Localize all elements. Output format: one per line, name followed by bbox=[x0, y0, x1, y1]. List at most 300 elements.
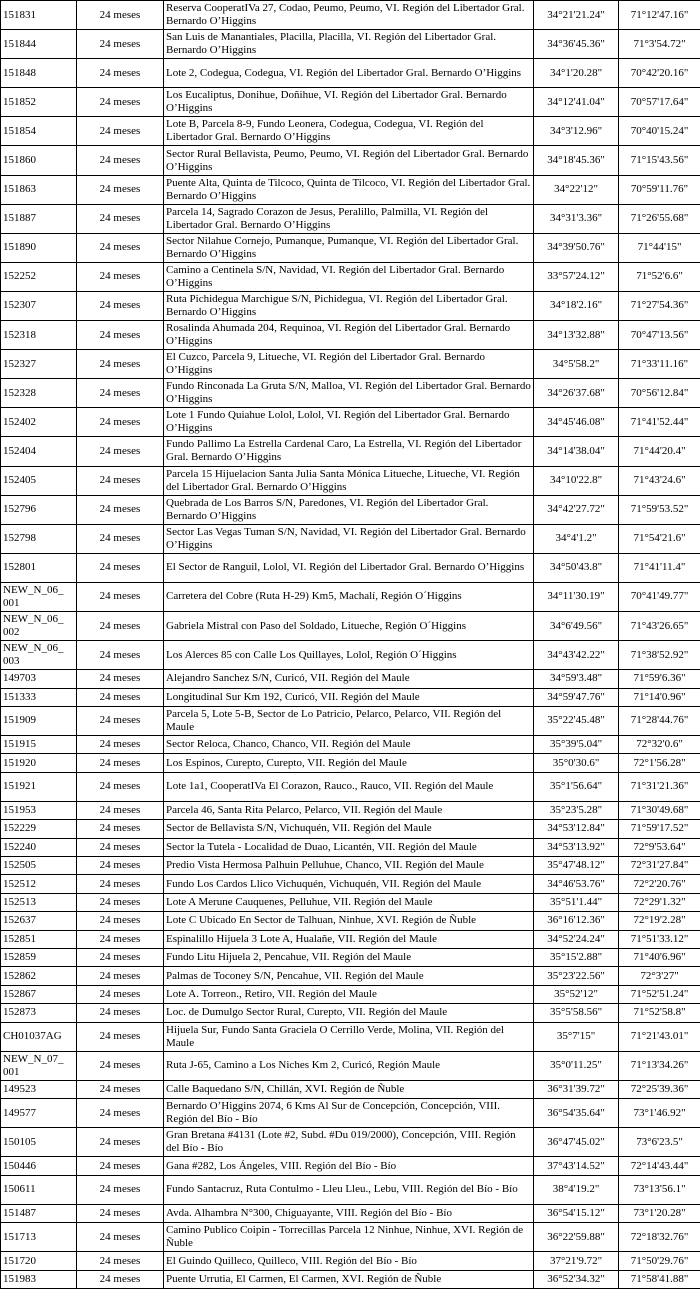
address-cell: Puente Urrutia, El Carmen, El Carmen, XVI. Región de Ñuble bbox=[164, 1270, 534, 1288]
latitude-cell: 34°21'21.24" bbox=[534, 1, 619, 30]
table-row bbox=[1, 967, 700, 985]
table-row bbox=[1, 59, 700, 88]
site-id-cell: NEW_N_06_ 003 bbox=[1, 641, 77, 670]
latitude-cell: 35°0'30.6" bbox=[534, 754, 619, 772]
longitude-cell: 70°57'17.64" bbox=[619, 88, 700, 117]
site-id-cell: 152229 bbox=[1, 820, 77, 838]
duration-cell: 24 meses bbox=[77, 1, 164, 30]
table-row bbox=[1, 408, 700, 437]
duration-cell: 24 meses bbox=[77, 233, 164, 262]
address-cell: Camino Publico Coipin - Torrecillas Parcela 12 Ninhue, Ninhue, XVI. Región de Ñuble bbox=[164, 1223, 534, 1252]
table-row bbox=[1, 146, 700, 175]
address-cell: Fundo Santacruz, Ruta Contulmo - Lleu Lleu., Lebu, VIII. Región del Bío - Bío bbox=[164, 1175, 534, 1204]
latitude-cell: 34°36'45.36" bbox=[534, 30, 619, 59]
duration-cell: 24 meses bbox=[77, 670, 164, 688]
site-id-cell: 151860 bbox=[1, 146, 77, 175]
site-id-cell: 152328 bbox=[1, 379, 77, 408]
table-row bbox=[1, 985, 700, 1003]
longitude-cell: 71°52'6.6" bbox=[619, 262, 700, 291]
longitude-cell: 71°43'26.65" bbox=[619, 611, 700, 640]
address-cell: Carretera del Cobre (Ruta H-29) Km5, Machalí, Región O´Higgins bbox=[164, 582, 534, 611]
latitude-cell: 34°59'3.48" bbox=[534, 670, 619, 688]
longitude-cell: 70°59'11.76" bbox=[619, 175, 700, 204]
address-cell: Ruta J-65, Camino a Los Niches Km 2, Curicó, Región Maule bbox=[164, 1051, 534, 1080]
address-cell: Gana #282, Los Ángeles, VIII. Región del Bío - Bío bbox=[164, 1157, 534, 1175]
site-id-cell: 149523 bbox=[1, 1080, 77, 1098]
duration-cell: 24 meses bbox=[77, 736, 164, 754]
duration-cell: 24 meses bbox=[77, 1223, 164, 1252]
latitude-cell: 34°13'32.88" bbox=[534, 321, 619, 350]
longitude-cell: 71°59'53.52" bbox=[619, 495, 700, 524]
address-cell: Sector Las Vegas Tuman S/N, Navidad, VI. Región del Libertador Gral. Bernardo O’Higgins bbox=[164, 524, 534, 553]
table-row bbox=[1, 30, 700, 59]
address-cell: Los Alerces 85 con Calle Los Quillayes, Lolol, Región O´Higgins bbox=[164, 641, 534, 670]
duration-cell: 24 meses bbox=[77, 117, 164, 146]
site-id-cell: 151920 bbox=[1, 754, 77, 772]
address-cell: Loc. de Dumulgo Sector Rural, Curepto, VII. Región del Maule bbox=[164, 1004, 534, 1022]
address-cell: Espinalillo Hijuela 3 Lote A, Hualañe, VII. Región del Maule bbox=[164, 930, 534, 948]
table-row bbox=[1, 1004, 700, 1022]
table-row bbox=[1, 801, 700, 819]
duration-cell: 24 meses bbox=[77, 350, 164, 379]
longitude-cell: 71°40'6.96" bbox=[619, 949, 700, 967]
longitude-cell: 72°18'32.76" bbox=[619, 1223, 700, 1252]
duration-cell: 24 meses bbox=[77, 262, 164, 291]
table-row bbox=[1, 553, 700, 582]
address-cell: Gran Bretana #4131 (Lote #2, Subd. #Du 019/2000), Concepción, VIII. Región del Bío - Bío bbox=[164, 1128, 534, 1157]
latitude-cell: 37°43'14.52" bbox=[534, 1157, 619, 1175]
duration-cell: 24 meses bbox=[77, 553, 164, 582]
longitude-cell: 71°12'47.16" bbox=[619, 1, 700, 30]
address-cell: Parcela 5, Lote 5-B, Sector de Lo Patricio, Pelarco, Pelarco, VII. Región del Maule bbox=[164, 706, 534, 735]
site-id-cell: 152867 bbox=[1, 985, 77, 1003]
duration-cell: 24 meses bbox=[77, 688, 164, 706]
latitude-cell: 36°47'45.02" bbox=[534, 1128, 619, 1157]
latitude-cell: 35°0'11.25" bbox=[534, 1051, 619, 1080]
site-id-cell: 150611 bbox=[1, 1175, 77, 1204]
duration-cell: 24 meses bbox=[77, 379, 164, 408]
longitude-cell: 71°33'11.16" bbox=[619, 350, 700, 379]
site-id-cell: 151890 bbox=[1, 233, 77, 262]
site-id-cell: 152512 bbox=[1, 875, 77, 893]
site-id-cell: 152637 bbox=[1, 912, 77, 930]
latitude-cell: 34°45'46.08" bbox=[534, 408, 619, 437]
duration-cell: 24 meses bbox=[77, 706, 164, 735]
longitude-cell: 71°41'11.4" bbox=[619, 553, 700, 582]
site-id-cell: 152859 bbox=[1, 949, 77, 967]
address-cell: Los Espinos, Curepto, Curepto, VII. Región del Maule bbox=[164, 754, 534, 772]
longitude-cell: 71°28'44.76" bbox=[619, 706, 700, 735]
site-id-cell: 151487 bbox=[1, 1204, 77, 1222]
latitude-cell: 34°26'37.68" bbox=[534, 379, 619, 408]
table-row bbox=[1, 930, 700, 948]
address-cell: Fundo Los Cardos Llico Vichuquén, Vichuquén, VII. Región del Maule bbox=[164, 875, 534, 893]
address-cell: Palmas de Toconey S/N, Pencahue, VII. Región del Maule bbox=[164, 967, 534, 985]
duration-cell: 24 meses bbox=[77, 1051, 164, 1080]
table-row bbox=[1, 1051, 700, 1080]
latitude-cell: 34°18'2.16" bbox=[534, 291, 619, 320]
duration-cell: 24 meses bbox=[77, 1204, 164, 1222]
duration-cell: 24 meses bbox=[77, 1157, 164, 1175]
latitude-cell: 34°50'43.8" bbox=[534, 553, 619, 582]
duration-cell: 24 meses bbox=[77, 524, 164, 553]
table-row bbox=[1, 820, 700, 838]
longitude-cell: 70°56'12.84" bbox=[619, 379, 700, 408]
latitude-cell: 34°4'1.2" bbox=[534, 524, 619, 553]
site-id-cell: 151854 bbox=[1, 117, 77, 146]
longitude-cell: 71°27'54.36" bbox=[619, 291, 700, 320]
duration-cell: 24 meses bbox=[77, 437, 164, 466]
longitude-cell: 71°41'52.44" bbox=[619, 408, 700, 437]
longitude-cell: 71°21'43.01" bbox=[619, 1022, 700, 1051]
site-id-cell: CH01037AG bbox=[1, 1022, 77, 1051]
table-row bbox=[1, 912, 700, 930]
duration-cell: 24 meses bbox=[77, 204, 164, 233]
address-cell: Quebrada de Los Barros S/N, Paredones, VI. Región del Libertador Gral. Bernardo O’Higgins bbox=[164, 495, 534, 524]
duration-cell: 24 meses bbox=[77, 985, 164, 1003]
site-id-cell: 151921 bbox=[1, 772, 77, 801]
latitude-cell: 35°52'12" bbox=[534, 985, 619, 1003]
site-id-cell: 150105 bbox=[1, 1128, 77, 1157]
address-cell: San Luis de Manantiales, Placilla, Placilla, VI. Región del Libertador Gral. Bernardo O’Higgins bbox=[164, 30, 534, 59]
latitude-cell: 35°23'22.56" bbox=[534, 967, 619, 985]
table-row bbox=[1, 688, 700, 706]
latitude-cell: 36°31'39.72" bbox=[534, 1080, 619, 1098]
table-row bbox=[1, 466, 700, 495]
site-id-cell: 152327 bbox=[1, 350, 77, 379]
site-id-cell: 151333 bbox=[1, 688, 77, 706]
longitude-cell: 72°14'43.44" bbox=[619, 1157, 700, 1175]
address-cell: Sector Rural Bellavista, Peumo, Peumo, VI. Región del Libertador Gral. Bernardo O’Higgins bbox=[164, 146, 534, 175]
table-row bbox=[1, 893, 700, 911]
longitude-cell: 73°6'23.5" bbox=[619, 1128, 700, 1157]
address-cell: Lote A Merune Cauquenes, Pelluhue, VII. Región del Maule bbox=[164, 893, 534, 911]
site-id-cell: 151863 bbox=[1, 175, 77, 204]
address-cell: Longitudinal Sur Km 192, Curicó, VII. Región del Maule bbox=[164, 688, 534, 706]
duration-cell: 24 meses bbox=[77, 408, 164, 437]
latitude-cell: 37°21'9.72" bbox=[534, 1252, 619, 1270]
latitude-cell: 35°5'58.56" bbox=[534, 1004, 619, 1022]
table-row bbox=[1, 1128, 700, 1157]
table-row bbox=[1, 117, 700, 146]
latitude-cell: 35°7'15" bbox=[534, 1022, 619, 1051]
site-id-cell: 151713 bbox=[1, 1223, 77, 1252]
site-id-cell: 151848 bbox=[1, 59, 77, 88]
duration-cell: 24 meses bbox=[77, 175, 164, 204]
site-id-cell: 149703 bbox=[1, 670, 77, 688]
latitude-cell: 35°47'48.12" bbox=[534, 857, 619, 875]
address-cell: Fundo Pallimo La Estrella Cardenal Caro, La Estrella, VI. Región del Libertador Gral. Bernardo O’Higgins bbox=[164, 437, 534, 466]
longitude-cell: 71°31'21.36" bbox=[619, 772, 700, 801]
longitude-cell: 72°25'39.36" bbox=[619, 1080, 700, 1098]
sites-table-body bbox=[1, 1, 700, 1289]
longitude-cell: 72°9'53.64" bbox=[619, 838, 700, 856]
address-cell: Hijuela Sur, Fundo Santa Graciela O Cerrillo Verde, Molina, VII. Región del Maule bbox=[164, 1022, 534, 1051]
site-id-cell: NEW_N_06_ 002 bbox=[1, 611, 77, 640]
site-id-cell: 152505 bbox=[1, 857, 77, 875]
address-cell: Ruta Pichidegua Marchigue S/N, Pichidegua, VI. Región del Libertador Gral. Bernardo O’Higgins bbox=[164, 291, 534, 320]
duration-cell: 24 meses bbox=[77, 875, 164, 893]
latitude-cell: 35°23'5.28" bbox=[534, 801, 619, 819]
longitude-cell: 71°3'54.72" bbox=[619, 30, 700, 59]
address-cell: Avda. Alhambra N°300, Chiguayante, VIII. Región del Bío - Bío bbox=[164, 1204, 534, 1222]
address-cell: Parcela 14, Sagrado Corazon de Jesus, Peralillo, Palmilla, VI. Región del Libertador Gral. Bernardo O’Higgins bbox=[164, 204, 534, 233]
duration-cell: 24 meses bbox=[77, 291, 164, 320]
duration-cell: 24 meses bbox=[77, 611, 164, 640]
latitude-cell: 34°3'12.96" bbox=[534, 117, 619, 146]
duration-cell: 24 meses bbox=[77, 857, 164, 875]
latitude-cell: 33°57'24.12" bbox=[534, 262, 619, 291]
table-row bbox=[1, 1, 700, 30]
longitude-cell: 71°43'24.6" bbox=[619, 466, 700, 495]
site-id-cell: 152801 bbox=[1, 553, 77, 582]
longitude-cell: 72°19'2.28" bbox=[619, 912, 700, 930]
duration-cell: 24 meses bbox=[77, 1099, 164, 1128]
table-row bbox=[1, 262, 700, 291]
address-cell: Lote 2, Codegua, Codegua, VI. Región del Libertador Gral. Bernardo O’Higgins bbox=[164, 59, 534, 88]
duration-cell: 24 meses bbox=[77, 88, 164, 117]
site-id-cell: 152318 bbox=[1, 321, 77, 350]
table-row bbox=[1, 321, 700, 350]
address-cell: Sector de Bellavista S/N, Vichuquén, VII. Región del Maule bbox=[164, 820, 534, 838]
table-row bbox=[1, 1022, 700, 1051]
site-id-cell: NEW_N_06_ 001 bbox=[1, 582, 77, 611]
longitude-cell: 71°15'43.56" bbox=[619, 146, 700, 175]
duration-cell: 24 meses bbox=[77, 930, 164, 948]
site-id-cell: 152873 bbox=[1, 1004, 77, 1022]
longitude-cell: 71°13'34.26" bbox=[619, 1051, 700, 1080]
latitude-cell: 34°14'38.04" bbox=[534, 437, 619, 466]
longitude-cell: 71°59'17.52" bbox=[619, 820, 700, 838]
table-row bbox=[1, 1204, 700, 1222]
site-id-cell: 152851 bbox=[1, 930, 77, 948]
site-id-cell: 151844 bbox=[1, 30, 77, 59]
table-row bbox=[1, 437, 700, 466]
table-row bbox=[1, 1099, 700, 1128]
site-id-cell: 151953 bbox=[1, 801, 77, 819]
table-row bbox=[1, 379, 700, 408]
duration-cell: 24 meses bbox=[77, 495, 164, 524]
table-row bbox=[1, 772, 700, 801]
address-cell: Fundo Litu Hijuela 2, Pencahue, VII. Región del Maule bbox=[164, 949, 534, 967]
site-id-cell: 151852 bbox=[1, 88, 77, 117]
latitude-cell: 36°16'12.36" bbox=[534, 912, 619, 930]
table-row bbox=[1, 838, 700, 856]
longitude-cell: 71°58'41.88" bbox=[619, 1270, 700, 1288]
table-row bbox=[1, 1157, 700, 1175]
site-id-cell: 151915 bbox=[1, 736, 77, 754]
latitude-cell: 35°39'5.04" bbox=[534, 736, 619, 754]
longitude-cell: 71°54'21.6" bbox=[619, 524, 700, 553]
longitude-cell: 71°44'15" bbox=[619, 233, 700, 262]
latitude-cell: 34°42'27.72" bbox=[534, 495, 619, 524]
table-row bbox=[1, 175, 700, 204]
latitude-cell: 34°6'49.56" bbox=[534, 611, 619, 640]
address-cell: Fundo Rinconada La Gruta S/N, Malloa, VI. Región del Libertador Gral. Bernardo O’Higgins bbox=[164, 379, 534, 408]
longitude-cell: 73°1'20.28" bbox=[619, 1204, 700, 1222]
latitude-cell: 34°52'24.24" bbox=[534, 930, 619, 948]
address-cell: El Guindo Quilleco, Quilleco, VIII. Región del Bío - Bío bbox=[164, 1252, 534, 1270]
address-cell: Gabriela Mistral con Paso del Soldado, Litueche, Región O´Higgins bbox=[164, 611, 534, 640]
latitude-cell: 35°1'56.64" bbox=[534, 772, 619, 801]
longitude-cell: 72°3'27" bbox=[619, 967, 700, 985]
longitude-cell: 72°29'1.32" bbox=[619, 893, 700, 911]
site-id-cell: 152862 bbox=[1, 967, 77, 985]
table-row bbox=[1, 949, 700, 967]
latitude-cell: 34°46'53.76" bbox=[534, 875, 619, 893]
latitude-cell: 34°12'41.04" bbox=[534, 88, 619, 117]
address-cell: El Cuzco, Parcela 9, Litueche, VI. Región del Libertador Gral. Bernardo O’Higgins bbox=[164, 350, 534, 379]
site-id-cell: 149577 bbox=[1, 1099, 77, 1128]
duration-cell: 24 meses bbox=[77, 967, 164, 985]
address-cell: Bernardo O’Higgins 2074, 6 Kms Al Sur de Concepción, Concepción, VIII. Región del Bío - Bío bbox=[164, 1099, 534, 1128]
latitude-cell: 35°15'2.88" bbox=[534, 949, 619, 967]
address-cell: Sector la Tutela - Localidad de Duao, Licantén, VII. Región del Maule bbox=[164, 838, 534, 856]
duration-cell: 24 meses bbox=[77, 1128, 164, 1157]
table-row bbox=[1, 875, 700, 893]
duration-cell: 24 meses bbox=[77, 466, 164, 495]
latitude-cell: 34°10'22.8" bbox=[534, 466, 619, 495]
address-cell: Sector Reloca, Chanco, Chanco, VII. Región del Maule bbox=[164, 736, 534, 754]
table-row bbox=[1, 350, 700, 379]
duration-cell: 24 meses bbox=[77, 1270, 164, 1288]
longitude-cell: 71°38'52.92" bbox=[619, 641, 700, 670]
duration-cell: 24 meses bbox=[77, 1080, 164, 1098]
table-row bbox=[1, 670, 700, 688]
table-row bbox=[1, 233, 700, 262]
duration-cell: 24 meses bbox=[77, 59, 164, 88]
duration-cell: 24 meses bbox=[77, 912, 164, 930]
table-row bbox=[1, 1252, 700, 1270]
latitude-cell: 34°53'13.92" bbox=[534, 838, 619, 856]
longitude-cell: 70°41'49.77" bbox=[619, 582, 700, 611]
longitude-cell: 70°40'15.24" bbox=[619, 117, 700, 146]
longitude-cell: 71°59'6.36" bbox=[619, 670, 700, 688]
longitude-cell: 73°1'46.92" bbox=[619, 1099, 700, 1128]
duration-cell: 24 meses bbox=[77, 820, 164, 838]
table-row bbox=[1, 1175, 700, 1204]
address-cell: El Sector de Ranguil, Lolol, VI. Región del Libertador Gral. Bernardo O’Higgins bbox=[164, 553, 534, 582]
duration-cell: 24 meses bbox=[77, 1022, 164, 1051]
duration-cell: 24 meses bbox=[77, 893, 164, 911]
table-row bbox=[1, 204, 700, 233]
duration-cell: 24 meses bbox=[77, 801, 164, 819]
duration-cell: 24 meses bbox=[77, 582, 164, 611]
site-id-cell: 152798 bbox=[1, 524, 77, 553]
site-id-cell: 152307 bbox=[1, 291, 77, 320]
table-row bbox=[1, 524, 700, 553]
address-cell: Predio Vista Hermosa Palhuin Pelluhue, Chanco, VII. Región del Maule bbox=[164, 857, 534, 875]
site-id-cell: 151720 bbox=[1, 1252, 77, 1270]
site-id-cell: 152513 bbox=[1, 893, 77, 911]
longitude-cell: 72°1'56.28" bbox=[619, 754, 700, 772]
site-id-cell: 152402 bbox=[1, 408, 77, 437]
longitude-cell: 72°2'20.76" bbox=[619, 875, 700, 893]
duration-cell: 24 meses bbox=[77, 838, 164, 856]
address-cell: Lote A. Torreon., Retiro, VII. Región del Maule bbox=[164, 985, 534, 1003]
address-cell: Puente Alta, Quinta de Tilcoco, Quinta de Tilcoco, VI. Región del Libertador Gral. Bernardo O’Higgins bbox=[164, 175, 534, 204]
latitude-cell: 34°53'12.84" bbox=[534, 820, 619, 838]
table-row bbox=[1, 857, 700, 875]
duration-cell: 24 meses bbox=[77, 754, 164, 772]
latitude-cell: 34°18'45.36" bbox=[534, 146, 619, 175]
table-row bbox=[1, 88, 700, 117]
table-row bbox=[1, 736, 700, 754]
site-id-cell: 152252 bbox=[1, 262, 77, 291]
address-cell: Lote 1a1, CooperatIVa El Corazon, Rauco., Rauco, VII. Región del Maule bbox=[164, 772, 534, 801]
site-id-cell: 151887 bbox=[1, 204, 77, 233]
latitude-cell: 34°1'20.28" bbox=[534, 59, 619, 88]
table-row bbox=[1, 291, 700, 320]
table-row bbox=[1, 582, 700, 611]
address-cell: Parcela 46, Santa Rita Pelarco, Pelarco, VII. Región del Maule bbox=[164, 801, 534, 819]
longitude-cell: 72°32'0.6" bbox=[619, 736, 700, 754]
duration-cell: 24 meses bbox=[77, 772, 164, 801]
longitude-cell: 72°31'27.84" bbox=[619, 857, 700, 875]
address-cell: Lote B, Parcela 8-9, Fundo Leonera, Codegua, Codegua, VI. Región del Libertador Gral. Bernardo O’Higgins bbox=[164, 117, 534, 146]
table-row bbox=[1, 1270, 700, 1288]
longitude-cell: 71°51'33.12" bbox=[619, 930, 700, 948]
address-cell: Calle Baquedano S/N, Chillán, XVI. Región de Ñuble bbox=[164, 1080, 534, 1098]
longitude-cell: 71°44'20.4" bbox=[619, 437, 700, 466]
address-cell: Lote C Ubicado En Sector de Talhuan, Ninhue, XVI. Región de Ñuble bbox=[164, 912, 534, 930]
latitude-cell: 34°43'42.22" bbox=[534, 641, 619, 670]
site-id-cell: 152404 bbox=[1, 437, 77, 466]
site-id-cell: 152796 bbox=[1, 495, 77, 524]
site-id-cell: NEW_N_07_ 001 bbox=[1, 1051, 77, 1080]
site-id-cell: 151909 bbox=[1, 706, 77, 735]
latitude-cell: 36°54'15.12" bbox=[534, 1204, 619, 1222]
duration-cell: 24 meses bbox=[77, 321, 164, 350]
duration-cell: 24 meses bbox=[77, 641, 164, 670]
longitude-cell: 71°14'0.96" bbox=[619, 688, 700, 706]
latitude-cell: 38°4'19.2" bbox=[534, 1175, 619, 1204]
duration-cell: 24 meses bbox=[77, 1004, 164, 1022]
duration-cell: 24 meses bbox=[77, 146, 164, 175]
duration-cell: 24 meses bbox=[77, 949, 164, 967]
site-id-cell: 152405 bbox=[1, 466, 77, 495]
address-cell: Alejandro Sanchez S/N, Curicó, VII. Región del Maule bbox=[164, 670, 534, 688]
longitude-cell: 71°52'51.24" bbox=[619, 985, 700, 1003]
latitude-cell: 34°5'58.2" bbox=[534, 350, 619, 379]
table-row bbox=[1, 754, 700, 772]
address-cell: Lote 1 Fundo Quiahue Lolol, Lolol, VI. Región del Libertador Gral. Bernardo O’Higgins bbox=[164, 408, 534, 437]
address-cell: Reserva CooperatIVa 27, Codao, Peumo, Peumo, VI. Región del Libertador Gral. Bernardo O’Higgins bbox=[164, 1, 534, 30]
address-cell: Rosalinda Ahumada 204, Requinoa, VI. Región del Libertador Gral. Bernardo O’Higgins bbox=[164, 321, 534, 350]
site-id-cell: 150446 bbox=[1, 1157, 77, 1175]
latitude-cell: 34°22'12" bbox=[534, 175, 619, 204]
site-id-cell: 151831 bbox=[1, 1, 77, 30]
table-row bbox=[1, 641, 700, 670]
duration-cell: 24 meses bbox=[77, 1175, 164, 1204]
longitude-cell: 71°50'29.76" bbox=[619, 1252, 700, 1270]
latitude-cell: 36°54'35.64" bbox=[534, 1099, 619, 1128]
address-cell: Parcela 15 Hijuelacion Santa Julia Santa Mónica Litueche, Litueche, VI. Región del Libertador Gral. Bernardo O’Higgins bbox=[164, 466, 534, 495]
address-cell: Los Eucaliptus, Donihue, Doñihue, VI. Región del Libertador Gral. Bernardo O’Higgins bbox=[164, 88, 534, 117]
site-id-cell: 151983 bbox=[1, 1270, 77, 1288]
duration-cell: 24 meses bbox=[77, 1252, 164, 1270]
table-row bbox=[1, 1080, 700, 1098]
latitude-cell: 34°59'47.76" bbox=[534, 688, 619, 706]
latitude-cell: 36°22'59.88" bbox=[534, 1223, 619, 1252]
latitude-cell: 34°31'3.36" bbox=[534, 204, 619, 233]
site-id-cell: 152240 bbox=[1, 838, 77, 856]
table-row bbox=[1, 495, 700, 524]
longitude-cell: 70°47'13.56" bbox=[619, 321, 700, 350]
longitude-cell: 71°30'49.68" bbox=[619, 801, 700, 819]
longitude-cell: 71°52'58.8" bbox=[619, 1004, 700, 1022]
latitude-cell: 34°11'30.19" bbox=[534, 582, 619, 611]
